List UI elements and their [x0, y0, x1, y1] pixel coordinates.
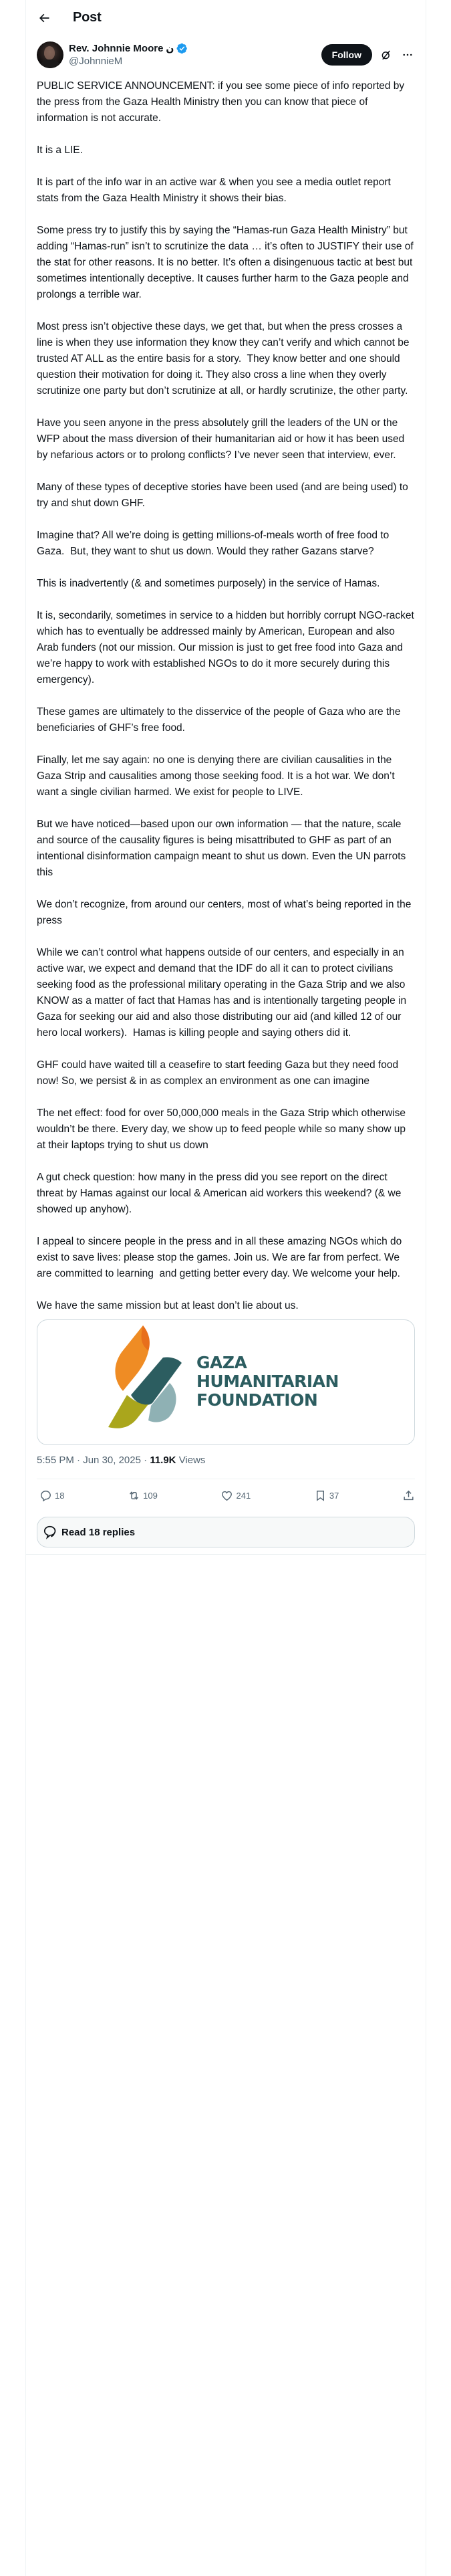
read-replies-button[interactable] [37, 1517, 415, 1547]
back-button[interactable] [33, 7, 55, 29]
verified-badge-icon [176, 43, 188, 54]
views-label: Views [178, 1455, 206, 1466]
post-time[interactable]: 5:55 PM [37, 1455, 74, 1466]
post-paragraph: GHF could have waited till a ceasefire to start feeding Gaza but they need food now! So, we persist & in as complex an environment as one can imagine [37, 1059, 402, 1087]
more-button[interactable] [400, 47, 415, 62]
author-display-name[interactable]: Rev. Johnnie Moore [69, 43, 164, 54]
repost-button[interactable] [128, 1489, 158, 1502]
chat-bubble-icon [43, 1525, 57, 1539]
more-horizontal-icon [402, 49, 414, 61]
read-replies-label: Read 18 replies [61, 1526, 136, 1538]
author-name-suffix: ن [166, 43, 174, 53]
like-button[interactable] [220, 1489, 251, 1502]
share-button[interactable] [402, 1489, 415, 1502]
bookmark-count: 37 [329, 1490, 339, 1501]
author-actions [321, 44, 415, 66]
ghf-logo-text: GAZA HUMANITARIAN FOUNDATION [196, 1353, 339, 1410]
post-date[interactable]: Jun 30, 2025 [83, 1455, 141, 1466]
ghf-logo-mark-icon [96, 1323, 190, 1440]
post-paragraph: Finally, let me say again: no one is denying there are civilian causalities in the Gaza Strip and causalities among those seeking food. It is a hot war. We don’t want a single civilian harmed. We exist for people to LIVE. [37, 754, 398, 798]
avatar[interactable] [37, 41, 63, 68]
post-column [25, 0, 426, 2576]
views-count: 11.9K [150, 1455, 176, 1466]
grok-button[interactable] [379, 47, 394, 62]
bookmark-icon [314, 1489, 327, 1502]
post-text [26, 78, 426, 1314]
post-paragraph: It is part of the info war in an active war & when you see a media outlet report stats from the Gaza Health Ministry it shows their bias. [37, 177, 394, 204]
post-paragraph: It is a LIE. [37, 144, 83, 156]
post-paragraph: A gut check question: how many in the press did you see report on the direct threat by Hamas against our local & American aid workers this weekend? (& we showed up anyhow). [37, 1172, 404, 1215]
post-paragraph: While we can’t control what happens outside of our centers, and especially in an active war, we expect and demand that the IDF do all it can to protect civilians seeking food as the professional military operating in the Gaza Strip and we also KNOW as a matter of fact that Hamas has and is intentionally targeting people in Gaza for seeking our aid and also those distributing our aid (and killed 12 of our hero local workers). Hamas is killing people and saying others did it. [37, 947, 410, 1039]
post-paragraph: PUBLIC SERVICE ANNOUNCEMENT: if you see some piece of info reported by the press from the Gaza Health Ministry then you can know that piece of information is not accurate. [37, 80, 408, 124]
post-paragraph: The net effect: food for over 50,000,000 meals in the Gaza Strip which otherwise wouldn’t be there. Every day, we show up to feed people while so many show up at their laptops trying to shut us down [37, 1107, 409, 1151]
repost-icon [128, 1489, 140, 1502]
top-bar [26, 0, 426, 35]
share-icon [402, 1489, 415, 1502]
like-count: 241 [236, 1490, 251, 1501]
post-paragraph: But we have noticed—based upon our own information — that the nature, scale and source of the causality figures is being misattributed to GHF as part of an intentional disinformation campaign meant to shut us down. Even the UN parrots this [37, 819, 409, 878]
arrow-left-icon [37, 11, 51, 25]
post-paragraph: We don’t recognize, from around our centers, most of what’s being reported in the press [37, 899, 414, 926]
reply-button[interactable] [39, 1489, 64, 1502]
ghf-logo [96, 1323, 350, 1440]
divider [26, 1554, 426, 1555]
author-row [26, 35, 426, 70]
heart-icon [220, 1489, 233, 1502]
post-paragraph: It is, secondarily, sometimes in service to a hidden but horribly corrupt NGO-racket which has to eventually be addressed mainly by American, European and also Arab funders (not our mission. Our mission is just to get free food into Gaza and we’re happy to work with established NGOs to do it more securely during this emergency). [37, 610, 418, 685]
author-handle[interactable]: @JohnnieM [69, 56, 123, 67]
post-paragraph: We have the same mission but at least don’t lie about us. [37, 1300, 299, 1311]
grok-icon [380, 49, 392, 61]
action-bar [26, 1479, 426, 1511]
reply-icon [39, 1489, 52, 1502]
post-paragraph: Most press isn’t objective these days, we get that, but when the press crosses a line is when they use information they know they can’t verify and which cannot be trusted AT ALL as the entire basis for a story. They know better and one should question their motivation for doing it. They also cross a line when they overly scrutinize one party but don’t scrutinize at all, or hardly scrutinize, the other party. [37, 321, 412, 397]
author-names [69, 42, 188, 68]
repost-count: 109 [143, 1490, 158, 1501]
post-paragraph: Many of these types of deceptive stories have been used (and are being used) to try and shut down GHF. [37, 481, 412, 509]
post-paragraph: This is inadvertently (& and sometimes purposely) in the service of Hamas. [37, 578, 380, 589]
post-paragraph: These games are ultimately to the disservice of the people of Gaza who are the beneficiaries of GHF’s free food. [37, 706, 404, 734]
post-paragraph: I appeal to sincere people in the press and in all these amazing NGOs which do exist to save lives: please stop the games. Join us. We are far from perfect. We are committed to learning and getting better every day. We welcome your help. [37, 1236, 405, 1279]
media-image[interactable] [37, 1319, 415, 1445]
reply-count: 18 [55, 1490, 65, 1501]
page-title: Post [73, 10, 102, 25]
follow-button[interactable]: Follow [321, 44, 372, 66]
post-paragraph: Have you seen anyone in the press absolutely grill the leaders of the UN or the WFP about the mass diversion of their humanitarian aid or how it has been used by nefarious actors or to prolong conflicts? I’ve never seen that interview, ever. [37, 417, 408, 461]
post-paragraph: Imagine that? All we’re doing is getting millions-of-meals worth of free food to Gaza. But, they want to shut us down. Would they rather Gazans starve? [37, 530, 392, 557]
post-meta: 5:55 PM · Jun 30, 2025 · 11.9K Views [37, 1455, 206, 1466]
bookmark-button[interactable] [314, 1489, 339, 1502]
post-paragraph: Some press try to justify this by saying the “Hamas-run Gaza Health Ministry” but adding “Hamas-run” isn’t to scrutinize the data … it’s often to JUSTIFY their use of the stat for other reasons. It is no better. It’s often a disingenuous tactic at best but sometimes intentionally deceptive. It causes further harm to the Gaza people and prolongs a terrible war. [37, 225, 417, 300]
